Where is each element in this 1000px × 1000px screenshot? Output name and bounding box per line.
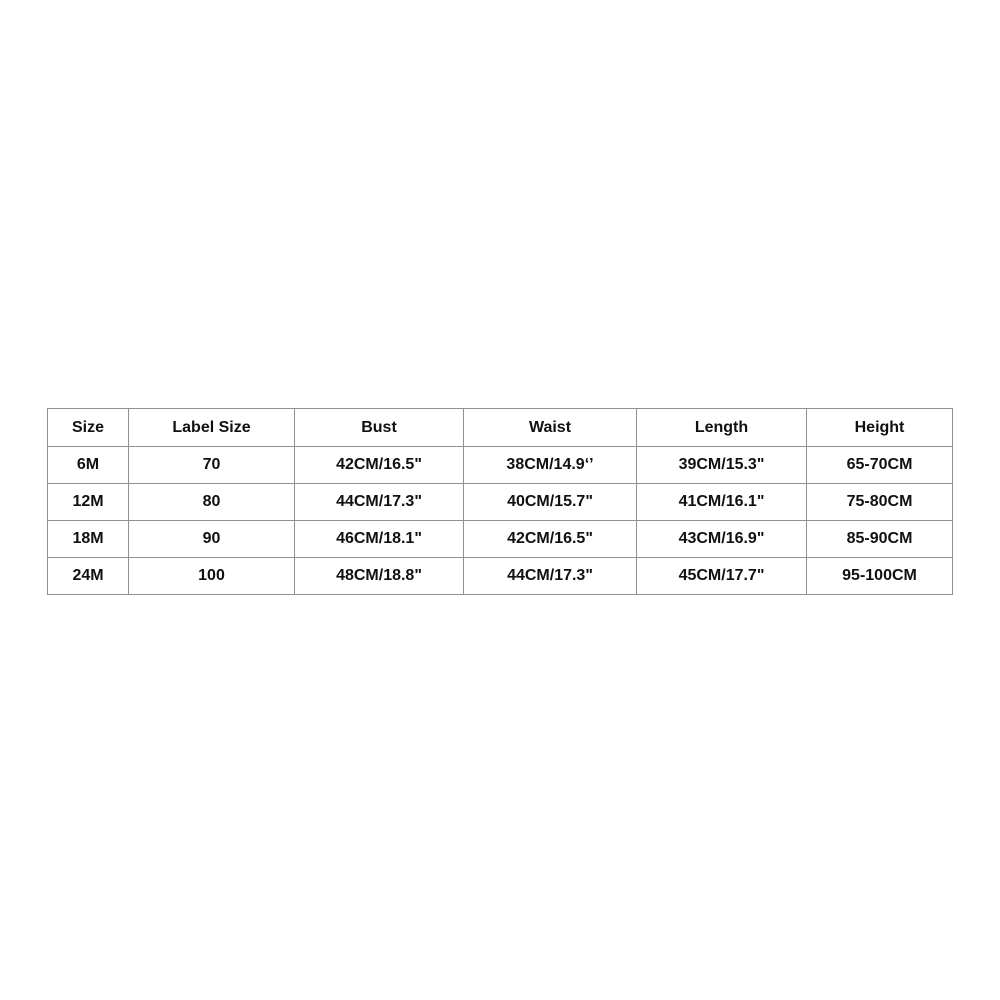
header-length: Length (637, 409, 807, 447)
cell-length: 45CM/17.7" (637, 558, 807, 595)
cell-length: 39CM/15.3" (637, 447, 807, 484)
cell-waist: 44CM/17.3" (464, 558, 637, 595)
cell-height: 75-80CM (807, 484, 953, 521)
table-row (48, 521, 953, 558)
cell-length: 43CM/16.9" (637, 521, 807, 558)
table-row (48, 484, 953, 521)
cell-label-size: 70 (129, 447, 295, 484)
cell-label-size: 100 (129, 558, 295, 595)
cell-bust: 44CM/17.3" (295, 484, 464, 521)
cell-waist: 42CM/16.5" (464, 521, 637, 558)
table-header-row (48, 409, 953, 447)
cell-size: 6M (48, 447, 129, 484)
cell-size: 18M (48, 521, 129, 558)
cell-waist: 38CM/14.9‘’ (464, 447, 637, 484)
cell-size: 12M (48, 484, 129, 521)
header-size: Size (48, 409, 129, 447)
cell-bust: 46CM/18.1" (295, 521, 464, 558)
cell-height: 95-100CM (807, 558, 953, 595)
header-height: Height (807, 409, 953, 447)
table-row (48, 447, 953, 484)
cell-label-size: 80 (129, 484, 295, 521)
header-waist: Waist (464, 409, 637, 447)
cell-length: 41CM/16.1" (637, 484, 807, 521)
table-row (48, 558, 953, 595)
size-chart-table (47, 408, 953, 595)
cell-height: 65-70CM (807, 447, 953, 484)
header-bust: Bust (295, 409, 464, 447)
cell-height: 85-90CM (807, 521, 953, 558)
cell-label-size: 90 (129, 521, 295, 558)
cell-size: 24M (48, 558, 129, 595)
cell-bust: 42CM/16.5" (295, 447, 464, 484)
header-label-size: Label Size (129, 409, 295, 447)
cell-waist: 40CM/15.7" (464, 484, 637, 521)
cell-bust: 48CM/18.8" (295, 558, 464, 595)
